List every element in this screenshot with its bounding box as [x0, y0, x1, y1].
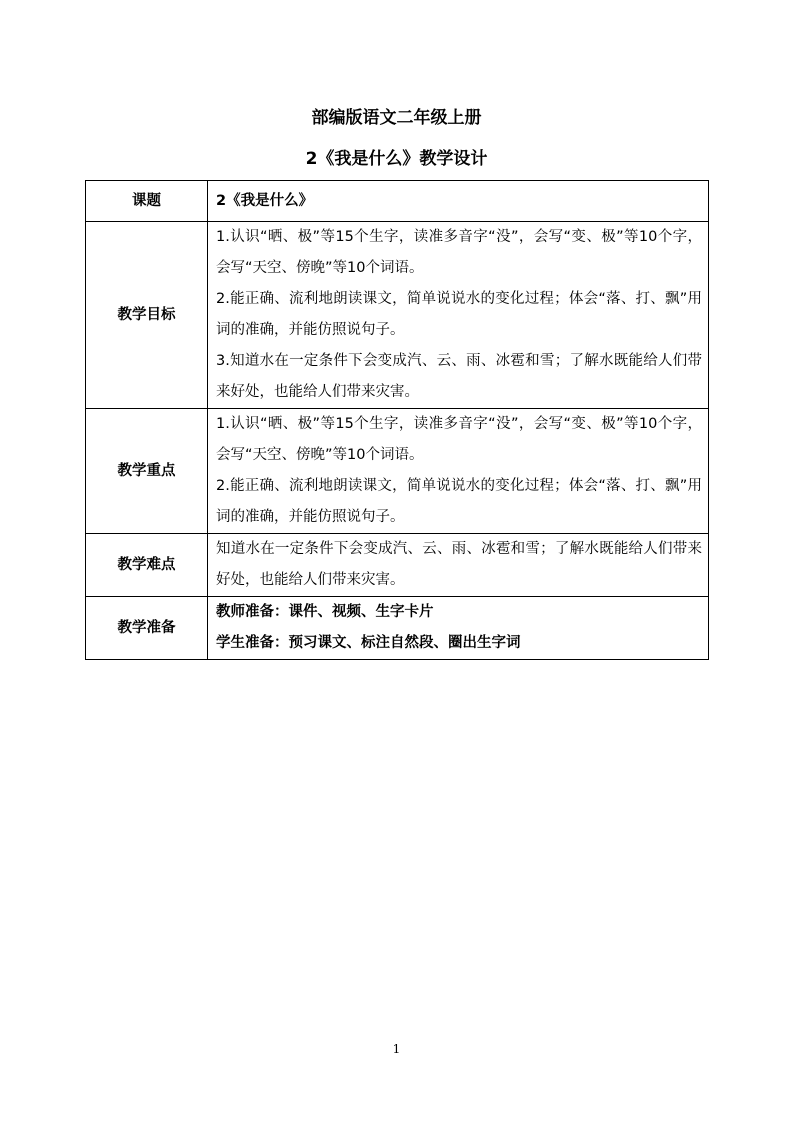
goals-content — [208, 222, 709, 409]
table-row-preparation — [86, 597, 709, 660]
goal-item: 3.知道水在一定条件下会变成汽、云、雨、冰雹和雪；了解水既能给人们带来好处，也能给人们带来灾害。 — [216, 353, 702, 400]
goals-label: 教学目标 — [86, 222, 208, 409]
key-points-content — [208, 409, 709, 534]
teacher-preparation: 教师准备：课件、视频、生字卡片 — [216, 604, 434, 620]
difficulty-content — [208, 534, 709, 597]
key-point-item: 1.认识“晒、极”等15个生字，读准多音字“没”，会写“变、极”等10个字，会写“天空、傍晚”等10个词语。 — [216, 416, 702, 463]
student-preparation: 学生准备：预习课文、标注自然段、圈出生字词 — [216, 635, 521, 651]
goal-item: 2.能正确、流利地朗读课文，简单说说水的变化过程；体会“落、打、飘”用词的准确，并能仿照说句子。 — [216, 291, 702, 338]
table-row-key-points — [86, 409, 709, 534]
table-row-difficulty — [86, 534, 709, 597]
goal-item: 1.认识“晒、极”等15个生字，读准多音字“没”，会写“变、极”等10个字，会写“天空、傍晚”等10个词语。 — [216, 229, 702, 276]
key-points-label: 教学重点 — [86, 409, 208, 534]
lesson-title: 2《我是什么》教学设计 — [305, 149, 488, 169]
difficulty-text: 知道水在一定条件下会变成汽、云、雨、冰雹和雪；了解水既能给人们带来好处，也能给人们带来灾害。 — [216, 541, 702, 588]
difficulty-label: 教学难点 — [86, 534, 208, 597]
document-title: 部编版语文二年级上册 — [311, 108, 482, 128]
preparation-content — [208, 597, 709, 660]
lesson-value: 2《我是什么》 — [208, 181, 709, 222]
table-row-goals — [86, 222, 709, 409]
lesson-plan-table — [85, 180, 709, 660]
lesson-label: 课题 — [86, 181, 208, 222]
preparation-label: 教学准备 — [86, 597, 208, 660]
key-point-item: 2.能正确、流利地朗读课文，简单说说水的变化过程；体会“落、打、飘”用词的准确，并能仿照说句子。 — [216, 478, 702, 525]
table-row-lesson — [86, 181, 709, 222]
page-number: 1 — [392, 1042, 401, 1056]
